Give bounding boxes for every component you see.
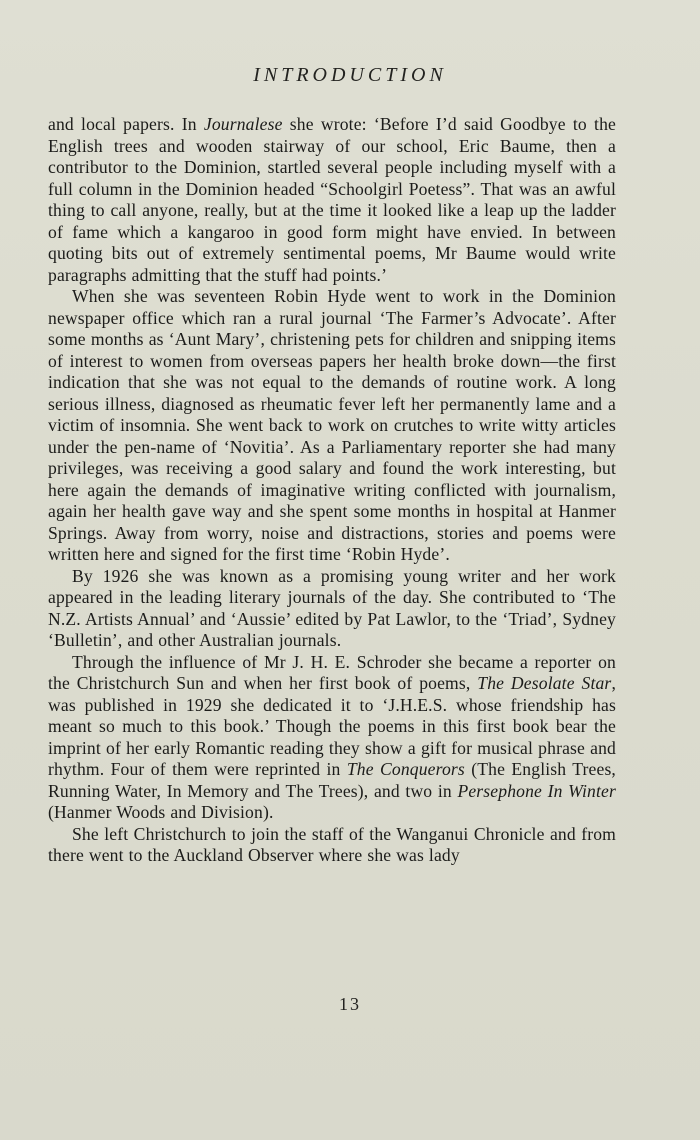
text-segment: and local papers. In bbox=[48, 114, 204, 134]
text-segment: (Hanmer Woods and Division). bbox=[48, 802, 274, 822]
paragraph-2 bbox=[48, 286, 616, 566]
book-title-desolate-star: The Desolate Star bbox=[477, 673, 612, 693]
book-title-conquerors: The Conquerors bbox=[346, 759, 465, 779]
body-text bbox=[48, 114, 616, 867]
paragraph-1 bbox=[48, 114, 616, 286]
text-segment: By 1926 she was known as a promising young writer and her work appeared in the leading literary journals of the day. She contributed to ‘The N.Z. Artists Annual’ and ‘Aussie’ edited by Pat Lawlor, to the ‘Triad’, Sydney ‘Bulletin’, and other Australian journals. bbox=[48, 565, 616, 650]
text-segment: she wrote: ‘Before I’d said Goodbye to the English trees and wooden stairway of our school, Eric Baume, then a contributor to the Dominion, startled several people including myself with a full column in the Dominion headed “Schoolgirl Poetess”. That was an awful thing to call anyone, really, but at the time it looked like a leap up the ladder of fame which a kangaroo in good form might have envied. In between quoting bits out of extremely sentimental poems, Mr Baume would write paragraphs admitting that the stuff had points.’ bbox=[48, 114, 616, 285]
running-head: INTRODUCTION bbox=[253, 64, 447, 86]
book-title-persephone-in-winter: Persephone In Winter bbox=[457, 780, 616, 801]
book-title-journalese: Journalese bbox=[203, 114, 283, 134]
text-segment: Through the influence of Mr J. H. E. Schroder she became a reporter on the Christchurch Sun and when her first book of poems, bbox=[48, 651, 616, 693]
paragraph-3 bbox=[48, 566, 616, 652]
paragraph-5 bbox=[48, 824, 616, 867]
paragraph-4 bbox=[48, 652, 616, 824]
page-number: 13 bbox=[339, 994, 361, 1014]
text-segment: When she was seventeen Robin Hyde went to work in the Dominion newspaper office which ran a rural journal ‘The Farmer’s Advocate’. After some months as ‘Aunt Mary’, christening pets for children and snipping items of interest to women from overseas papers her health broke down—the first indication that she was not equal to the demands of routine work. A long serious illness, diagnosed as rheumatic fever left her permanently lame and a victim of insomnia. She went back to work on crutches to write witty articles under the pen-name of ‘Novitia’. As a Parliamentary reporter she had many privileges, was receiving a good salary and found the work interesting, but here again the demands of imaginative writing conflicted with journalism, again her health gave way and she spent some months in hospital at Hanmer Springs. Away from worry, noise and distractions, stories and poems were written here and signed for the first time ‘Robin Hyde’. bbox=[48, 286, 616, 564]
text-segment: , was published in 1929 she dedicated it to ‘J.H.E.S. whose friendship has meant so much to this book.’ Though the poems in this first book bear the imprint of her early Romantic reading they show a gift for musical phrase and rhythm. Four of them were reprinted in bbox=[48, 673, 616, 779]
text-segment: She left Christchurch to join the staff of the Wanganui Chronicle and from there went to the Auckland Observer where she was lady bbox=[48, 823, 616, 865]
text-segment: (The English Trees, Running Water, In Memory and The Trees), and two in bbox=[48, 759, 616, 801]
